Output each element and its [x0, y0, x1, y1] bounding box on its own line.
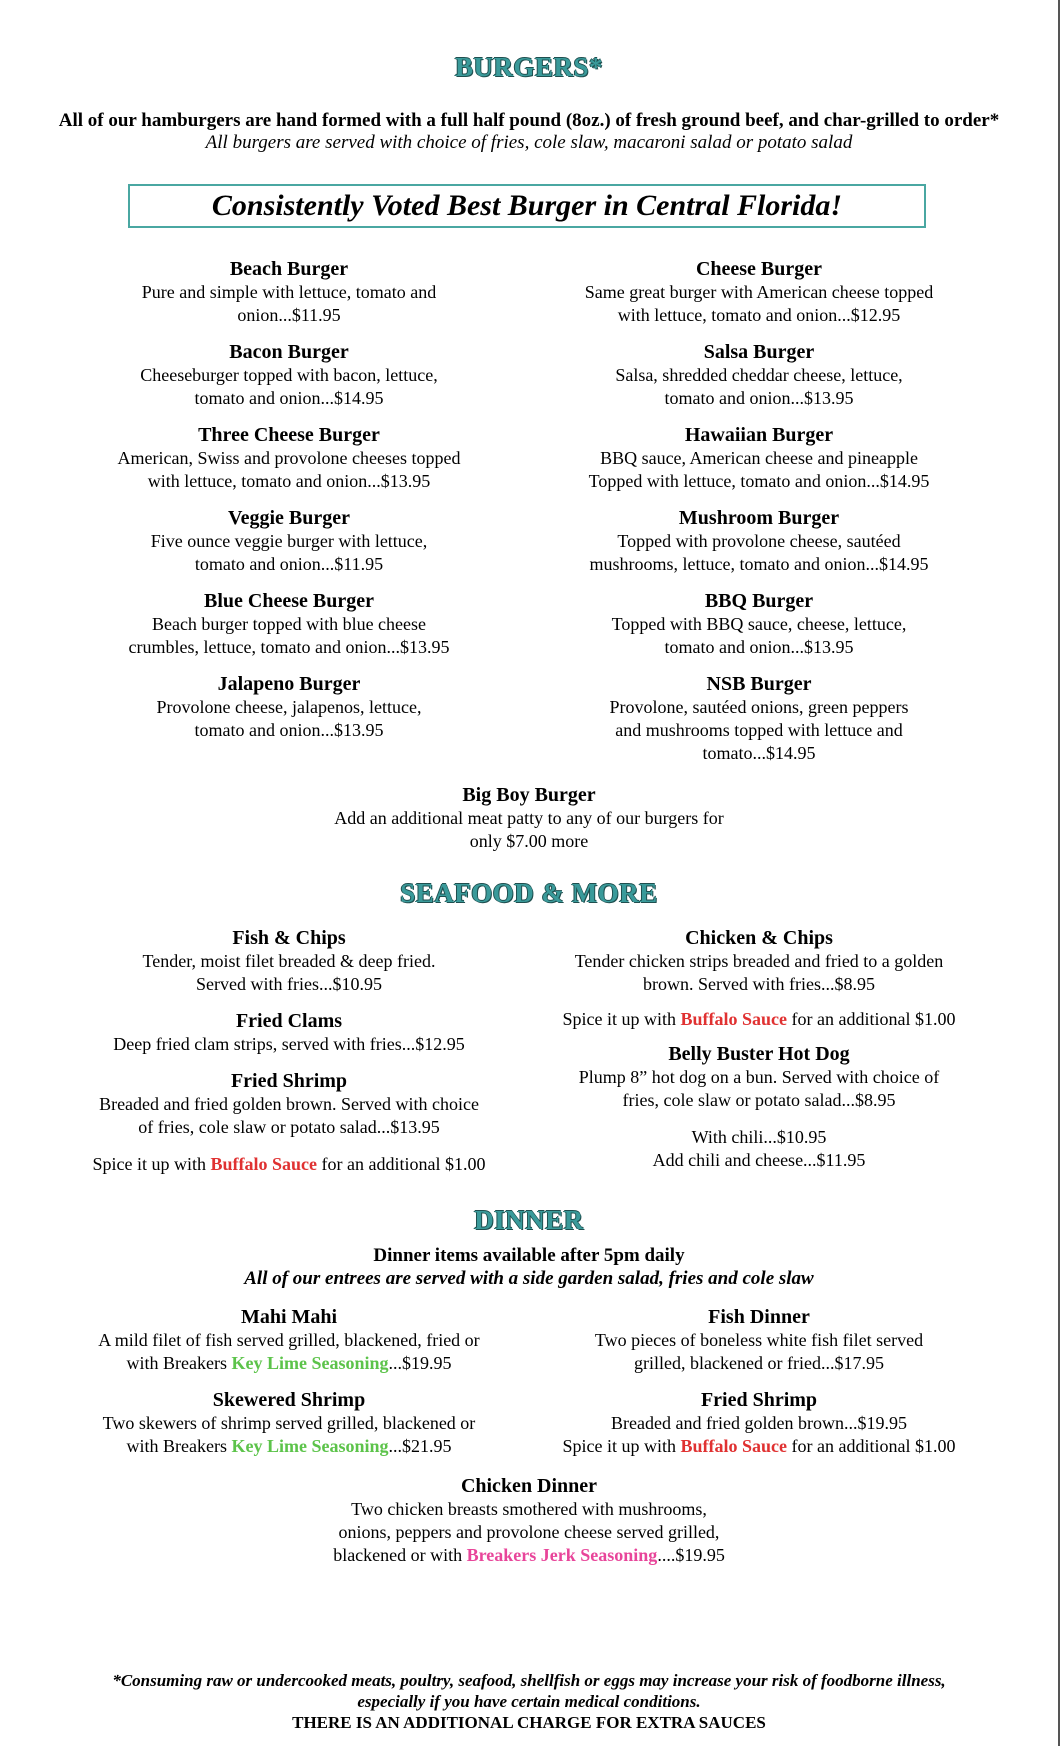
desc-suffix: ...$19.95	[388, 1353, 452, 1373]
item-desc: Cheeseburger topped with bacon, lettuce,	[140, 365, 438, 385]
menu-item	[524, 424, 994, 493]
menu-item	[54, 341, 524, 410]
item-desc: tomato...$14.95	[702, 743, 816, 763]
item-desc: Provolone cheese, jalapenos, lettuce,	[156, 697, 422, 717]
menu-item	[524, 507, 994, 576]
item-desc: Breaded and fried golden brown. Served with choice	[99, 1094, 479, 1114]
menu-item	[54, 1010, 524, 1056]
item-desc: Plump 8” hot dog on a bun. Served with choice of	[578, 1067, 940, 1087]
chicken-dinner	[0, 1475, 1058, 1567]
menu-item	[54, 1389, 524, 1458]
item-name: BBQ Burger	[704, 590, 814, 612]
menu-item	[524, 673, 994, 765]
menu-item	[54, 424, 524, 493]
jerk-seasoning-highlight: Breakers Jerk Seasoning	[466, 1545, 658, 1565]
buffalo-sauce-highlight: Buffalo Sauce	[680, 1436, 788, 1456]
item-desc: Five ounce veggie burger with lettuce,	[150, 531, 428, 551]
item-desc: tomato and onion...$14.95	[194, 388, 384, 408]
item-desc: Topped with provolone cheese, sautéed	[617, 531, 901, 551]
item-name: Belly Buster Hot Dog	[668, 1043, 850, 1065]
burgers-intro-bold: All of our hamburgers are hand formed with a full half pound (8oz.) of fresh ground beef, and char-grilled to order*	[58, 110, 1000, 131]
key-lime-highlight: Key Lime Seasoning	[231, 1436, 389, 1456]
desc-prefix: blackened or with	[333, 1545, 467, 1565]
buffalo-upsell	[524, 1435, 994, 1458]
menu-item	[54, 590, 524, 659]
upsell-prefix: Spice it up with	[92, 1154, 211, 1174]
buffalo-sauce-highlight: Buffalo Sauce	[680, 1009, 788, 1029]
item-desc: Served with fries...$10.95	[196, 974, 382, 994]
item-desc: tomato and onion...$13.95	[664, 388, 854, 408]
menu-item	[54, 1306, 524, 1375]
item-name: Fried Shrimp	[700, 1389, 818, 1411]
upsell-suffix: for an additional $1.00	[787, 1436, 956, 1456]
seafood-title: SEAFOOD & MORE	[400, 878, 658, 908]
dinner-header	[0, 1205, 1058, 1236]
item-name: Skewered Shrimp	[212, 1389, 366, 1411]
item-desc	[54, 1435, 524, 1458]
item-desc: Tender chicken strips breaded and fried to a golden	[574, 951, 944, 971]
item-desc: Beach burger topped with blue cheese	[151, 614, 427, 634]
menu-item	[54, 927, 524, 996]
item-name: Chicken & Chips	[685, 927, 833, 949]
upsell-suffix: for an additional $1.00	[317, 1154, 486, 1174]
menu-item	[524, 1389, 994, 1458]
chili-cheese-option: Add chili and cheese...$11.95	[652, 1150, 866, 1170]
item-desc: tomato and onion...$13.95	[664, 637, 854, 657]
item-name: Hawaiian Burger	[684, 424, 834, 446]
chili-option: With chili...$10.95	[691, 1127, 827, 1147]
item-desc: BBQ sauce, American cheese and pineapple	[600, 448, 918, 468]
item-desc: Two skewers of shrimp served grilled, blackened or	[102, 1413, 476, 1433]
menu-item	[54, 673, 524, 742]
burgers-left-column	[54, 258, 524, 756]
upsell-prefix: Spice it up with	[562, 1009, 681, 1029]
dinner-note-italic: All of our entrees are served with a side garden salad, fries and cole slaw	[244, 1268, 814, 1289]
burgers-intro-italic: All burgers are served with choice of fries, cole slaw, macaroni salad or potato salad	[205, 132, 853, 153]
item-desc: onion...$11.95	[237, 305, 341, 325]
buffalo-upsell	[524, 1008, 994, 1031]
item-name: Chicken Dinner	[460, 1475, 598, 1497]
item-desc: Topped with BBQ sauce, cheese, lettuce,	[611, 614, 907, 634]
burgers-right-column	[524, 258, 994, 779]
item-name: Blue Cheese Burger	[204, 590, 374, 612]
desc-prefix: with Breakers	[126, 1436, 232, 1456]
item-name: Fried Clams	[235, 1010, 343, 1032]
item-name: Mahi Mahi	[240, 1306, 338, 1328]
item-desc: grilled, blackened or fried...$17.95	[634, 1353, 884, 1373]
menu-item	[54, 1070, 524, 1139]
seafood-header	[0, 878, 1058, 909]
menu-item	[54, 507, 524, 576]
item-name: Beach Burger	[229, 258, 349, 280]
item-desc: and mushrooms topped with lettuce and	[615, 720, 903, 740]
dinner-title: DINNER	[474, 1205, 584, 1235]
item-name: Salsa Burger	[703, 341, 815, 363]
item-desc: tomato and onion...$13.95	[194, 720, 384, 740]
item-name: Jalapeno Burger	[217, 673, 361, 695]
item-name: NSB Burger	[706, 673, 812, 695]
menu-item	[54, 258, 524, 327]
menu-item	[524, 258, 994, 327]
item-desc: Two pieces of boneless white fish filet served	[594, 1330, 924, 1350]
item-desc: Breaded and fried golden brown...$19.95	[611, 1413, 907, 1433]
item-desc: Tender, moist filet breaded & deep fried.	[142, 951, 436, 971]
extra-sauces-note: THERE IS AN ADDITIONAL CHARGE FOR EXTRA SAUCES	[292, 1713, 766, 1732]
item-name: Cheese Burger	[695, 258, 823, 280]
disclaimer-line-2: especially if you have certain medical conditions.	[357, 1692, 701, 1711]
item-name: Fried Shrimp	[230, 1070, 348, 1092]
item-desc: Two chicken breasts smothered with mushrooms,	[351, 1499, 707, 1519]
item-desc: Provolone, sautéed onions, green peppers	[609, 697, 909, 717]
item-desc: Deep fried clam strips, served with fries...$12.95	[113, 1034, 465, 1054]
dinner-note-bold: Dinner items available after 5pm daily	[373, 1245, 685, 1266]
item-desc: onions, peppers and provolone cheese served grilled,	[338, 1522, 720, 1542]
buffalo-sauce-highlight: Buffalo Sauce	[210, 1154, 318, 1174]
best-burger-banner: Consistently Voted Best Burger in Central Florida!	[128, 184, 926, 228]
upsell-prefix: Spice it up with	[562, 1436, 681, 1456]
item-name: Big Boy Burger	[462, 784, 596, 806]
footer-disclaimer	[0, 1670, 1058, 1733]
disclaimer-line-1: *Consuming raw or undercooked meats, poultry, seafood, shellfish or eggs may increase your risk of foodborne illness,	[112, 1671, 946, 1690]
desc-suffix: ...$21.95	[388, 1436, 452, 1456]
seafood-left-column	[54, 927, 524, 1176]
menu-item	[524, 341, 994, 410]
item-desc: with lettuce, tomato and onion...$12.95	[617, 305, 901, 325]
item-desc: crumbles, lettuce, tomato and onion...$13.95	[128, 637, 450, 657]
item-desc	[54, 1352, 524, 1375]
menu-item	[524, 1043, 994, 1112]
dinner-right-column	[524, 1306, 994, 1472]
buffalo-upsell	[54, 1153, 524, 1176]
item-name: Fish Dinner	[708, 1306, 810, 1328]
item-desc: mushrooms, lettuce, tomato and onion...$14.95	[589, 554, 929, 574]
desc-prefix: with Breakers	[126, 1353, 232, 1373]
seafood-right-column	[524, 927, 994, 1172]
item-desc: A mild filet of fish served grilled, blackened, fried or	[98, 1330, 480, 1350]
item-desc: fries, cole slaw or potato salad...$8.95	[622, 1090, 896, 1110]
item-name: Veggie Burger	[227, 507, 350, 529]
menu-item	[524, 590, 994, 659]
item-name: Bacon Burger	[229, 341, 349, 363]
item-name: Fish & Chips	[232, 927, 346, 949]
upsell-suffix: for an additional $1.00	[787, 1009, 956, 1029]
item-desc: Pure and simple with lettuce, tomato and	[141, 282, 437, 302]
key-lime-highlight: Key Lime Seasoning	[231, 1353, 389, 1373]
item-desc: tomato and onion...$11.95	[194, 554, 384, 574]
burgers-header	[0, 52, 1058, 83]
big-boy-burger	[0, 784, 1058, 853]
item-desc: only $7.00 more	[469, 831, 589, 851]
item-desc: Add an additional meat patty to any of our burgers for	[334, 808, 724, 828]
burgers-title: BURGERS*	[454, 52, 604, 82]
item-desc: of fries, cole slaw or potato salad...$13.95	[138, 1117, 440, 1137]
item-desc: Same great burger with American cheese topped	[584, 282, 934, 302]
item-desc: with lettuce, tomato and onion...$13.95	[147, 471, 431, 491]
item-desc	[0, 1544, 1058, 1567]
item-name: Three Cheese Burger	[198, 424, 380, 446]
menu-item	[524, 927, 994, 996]
item-desc: brown. Served with fries...$8.95	[643, 974, 875, 994]
menu-item	[524, 1306, 994, 1375]
desc-suffix: ....$19.95	[657, 1545, 725, 1565]
item-desc: Topped with lettuce, tomato and onion...$14.95	[588, 471, 930, 491]
item-name: Mushroom Burger	[678, 507, 840, 529]
item-desc: Salsa, shredded cheddar cheese, lettuce,	[615, 365, 903, 385]
dinner-left-column	[54, 1306, 524, 1472]
item-desc: American, Swiss and provolone cheeses topped	[117, 448, 461, 468]
